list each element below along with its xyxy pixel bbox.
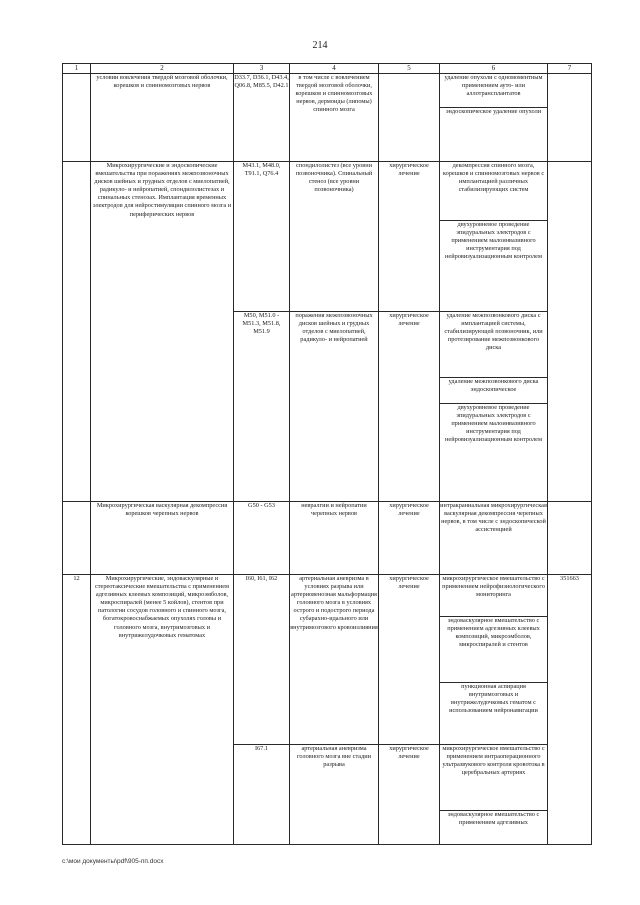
file-path-footer: c:\мои документы\pdf\905-пп.docx [62,858,164,865]
treatment-type-cell: хирургическое лечение [379,162,440,312]
cost-cell [548,74,592,162]
procedures-table [62,63,592,845]
cost-cell [548,502,592,575]
icd-code-cell: I60, I61, I62 [234,575,290,745]
diagnosis-cell: поражения межпозвоночных дисков шейных и грудных отделов с миелопатией, радикуло- и нейропатией [290,312,379,502]
procedure-item: удаление опухоли с одномоментным применением ауто- или аллотрансплантатов [440,74,547,108]
procedure-item: удаление межпозвонкового диска с имплантацией системы, стабилизирующей позвоночник, или протезирование межпозвонкового диска [440,312,547,378]
header-cell: 7 [548,64,592,74]
icd-code-cell: M43.1, M48.0, T91.1, Q76.4 [234,162,290,312]
procedure-item: микрохирургическое вмешательство с применением интраоперационного ультразвукового контроля кровотока в церебральных артериях [440,745,547,811]
header-cell: 5 [379,64,440,74]
procedure-cell: интракраниальная микрохирургическая васкулярная декомпрессия черепных нервов, в том числе с эндоскопической ассистенцией [440,502,548,575]
procedure-item: эндоваскулярное вмешательство с применением адгезивных [447,811,540,827]
cost-cell: 351663 [548,575,592,845]
procedure-item: микрохирургическое вмешательство с применением нейрофизиологического мониторинга [440,575,547,617]
diagnosis-cell: невралгии и нейропатии черепных нервов [290,502,379,575]
header-cell: 3 [234,64,290,74]
method-cell: Микрохирургические, эндоваскулярные и стереотаксические вмешательства с применением адгезивных клеевых композиций, микроэмболов, микроспиралей (менее 5 койлов), стентов при патологии сосудов головного и спинного мозга, богатокровоснабжаемых опухолях головы и головного мозга, внутримозговых и внутрижелудочковых гематомах [91,575,234,845]
procedure-cell [440,312,548,502]
procedure-item: эндоскопическое удаление опухоли [445,108,542,115]
table-row [63,502,592,575]
procedure-item: удаление межпозвонкового диска эндоскопическое [440,378,547,404]
icd-code-cell: G50 - G53 [234,502,290,575]
table-row [63,162,592,312]
method-cell: Микрохирургические и эндоскопические вмешательства при поражениях межпозвоночных дисков шейных и грудных отделов с миелопатией, радикуло- и нейропатией, спондилолистезах и спинальных стенозах. Имплантация временных электродов для нейростимуляции спинного мозга и периферических нервов [91,162,234,502]
treatment-type-cell: хирургическое лечение [379,312,440,502]
row-number-cell [63,502,91,575]
diagnosis-cell: в том числе с вовлечением твердой мозговой оболочки, корешков и спинномозговых нервов, дермоиды (липомы) спинного мозга [290,74,379,162]
header-cell: 4 [290,64,379,74]
icd-code-cell: D33.7, D36.1, D43.4, Q06.8, M85.5, D42.1 [234,74,290,162]
header-cell: 1 [63,64,91,74]
diagnosis-cell: артериальная аневризма головного мозга вне стадии разрыва [290,745,379,845]
icd-code-cell: I67.1 [234,745,290,845]
procedure-cell [440,575,548,745]
procedure-item: эндоваскулярное вмешательство с применением адгезивных клеевых композиций, микроэмболов, микроспиралей и стентов [440,617,547,683]
procedure-item: декомпрессия спинного мозга, корешков и спинномозговых нервов с имплантацией различных стабилизирующих систем [440,162,547,221]
procedure-item: двухуровневое проведение эпидуральных электродов с применением малоинвазивного инструментария под нейровизуализационным контролем [445,404,542,444]
row-number-cell [63,162,91,502]
procedure-item: двухуровневое проведение эпидуральных электродов с применением малоинвазивного инструментария под нейровизуализационным контролем [445,221,542,261]
treatment-type-cell: хирургическое лечение [379,745,440,845]
diagnosis-cell: артериальная аневризма в условиях разрыва или артериовенозная мальформация головного мозга в условиях острого и подострого периода субарахно-идального или внутримозгового кровоизлияния [290,575,379,745]
method-cell: Микрохирургическая васкулярная декомпрессия корешков черепных нервов [91,502,234,575]
treatment-type-cell: хирургическое лечение [379,575,440,745]
icd-code-cell: M50, M51.0 - M51.3, M51.8, M51.9 [234,312,290,502]
treatment-type-cell: хирургическое лечение [379,502,440,575]
table-row [63,575,592,745]
cost-cell [548,162,592,502]
header-cell: 6 [440,64,548,74]
procedure-cell [440,162,548,312]
method-cell: условии вовлечения твердой мозговой оболочки, корешков и спинномозговых нервов [91,74,234,162]
row-number-cell [63,74,91,162]
header-cell: 2 [91,64,234,74]
treatment-type-cell [379,74,440,162]
procedure-cell [440,745,548,845]
row-number-cell: 12 [63,575,91,845]
table-row [63,74,592,162]
header-row [63,64,592,74]
procedure-item: пункционная аспирация внутримозговых и внутрижелудочковых гематом с использованием нейронавигации [449,683,538,715]
procedure-cell [440,74,548,162]
page-number: 214 [312,40,328,51]
diagnosis-cell: спондилолистез (все уровни позвоночника). Спинальный стеноз (все уровни позвоночника) [290,162,379,312]
